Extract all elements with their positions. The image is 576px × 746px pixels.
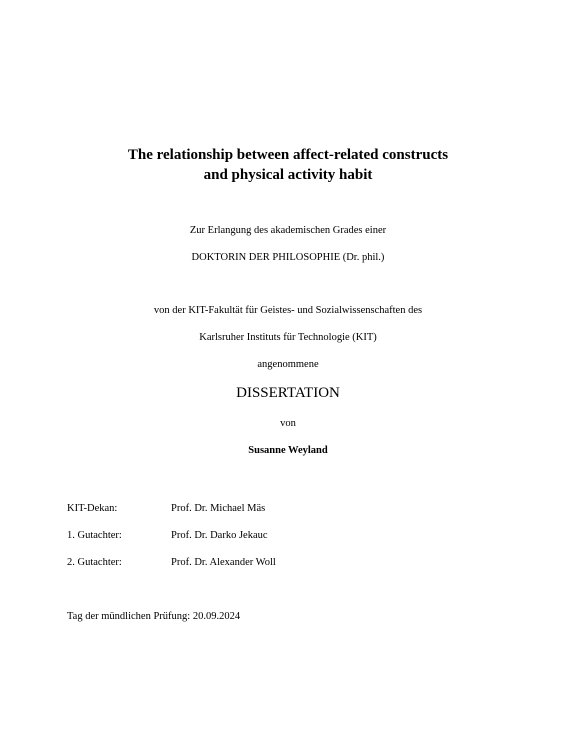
committee-role: 2. Gutachter: [67, 557, 122, 568]
document-type: DISSERTATION [236, 385, 340, 401]
thesis-title-line-2: and physical activity habit [203, 167, 373, 183]
oral-exam-date: Tag der mündlichen Prüfung: 20.09.2024 [67, 611, 241, 622]
committee-role: KIT-Dekan: [67, 503, 118, 514]
degree-name: DOKTORIN DER PHILOSOPHIE (Dr. phil.) [191, 252, 385, 263]
by-label: von [280, 418, 296, 429]
thesis-title-line-1: The relationship between affect-related constructs [127, 147, 449, 163]
committee-member: Prof. Dr. Alexander Woll [171, 557, 276, 568]
institute-line: Karlsruher Instituts für Technologie (KIT) [199, 332, 377, 343]
committee-member: Prof. Dr. Darko Jekauc [171, 530, 268, 541]
committee-role: 1. Gutachter: [67, 530, 122, 541]
degree-intro: Zur Erlangung des akademischen Grades einer [189, 225, 387, 236]
accepted-label: angenommene [257, 359, 319, 370]
faculty-line: von der KIT-Fakultät für Geistes- und Sozialwissenschaften des [153, 305, 423, 316]
author-name: Susanne Weyland [248, 445, 328, 456]
committee-member: Prof. Dr. Michael Mäs [171, 503, 266, 514]
